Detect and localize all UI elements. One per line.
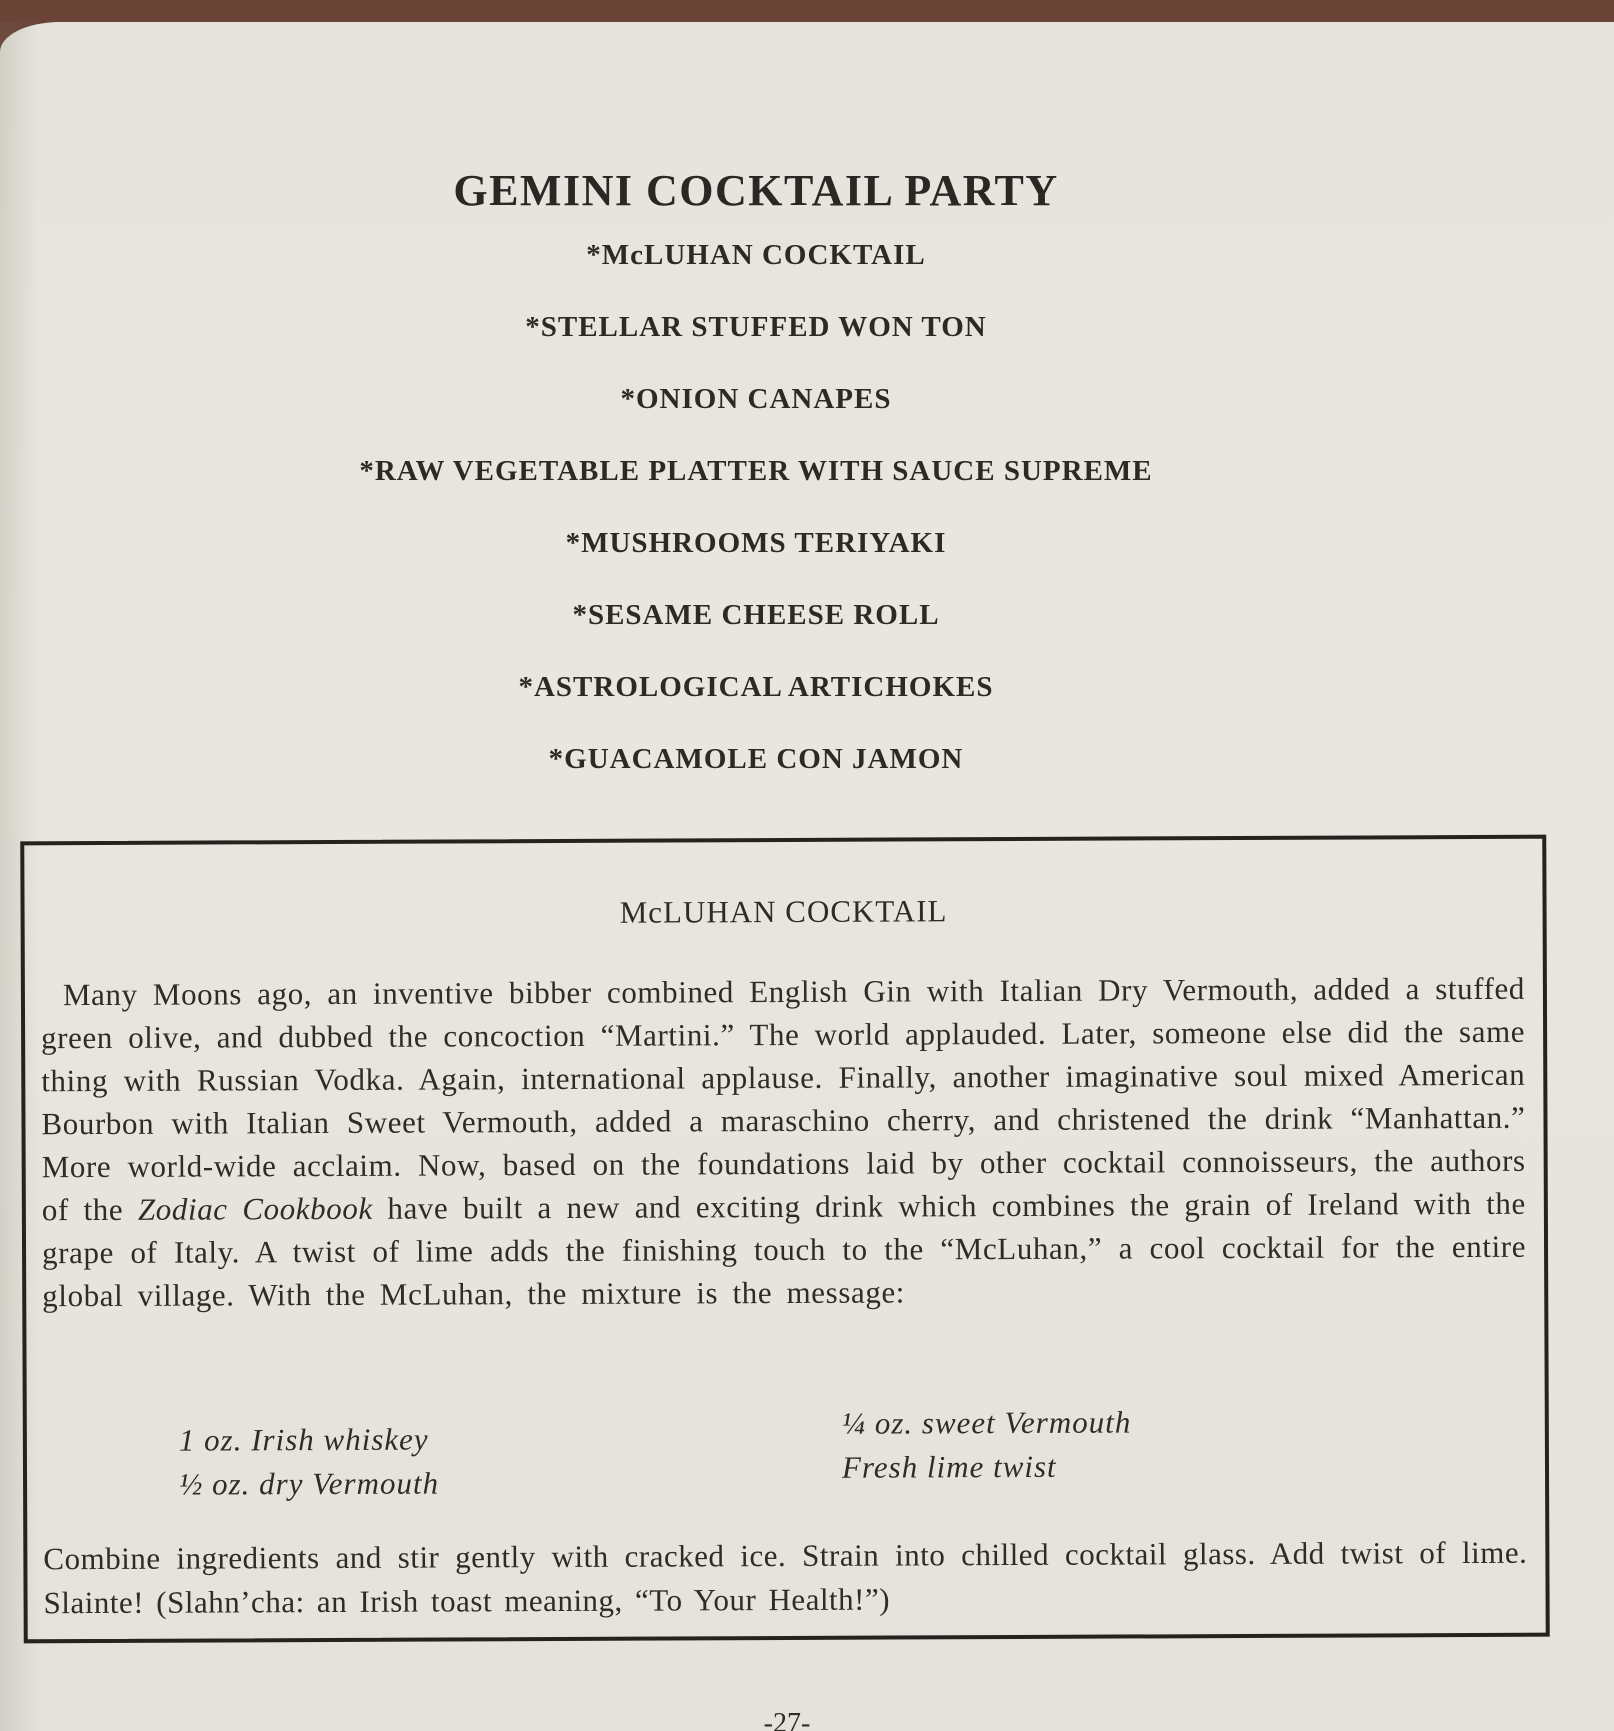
menu-list	[0, 236, 1512, 812]
menu-item: *ASTROLOGICAL ARTICHOKES	[518, 671, 994, 703]
menu-item: *STELLAR STUFFED WON TON	[525, 311, 987, 343]
menu-item: *GUACAMOLE CON JAMON	[548, 743, 964, 775]
recipe-box	[20, 835, 1549, 1644]
menu-item: *MUSHROOMS TERIYAKI	[565, 527, 947, 559]
book-page	[0, 22, 1614, 1731]
menu-item: *SESAME CHEESE ROLL	[572, 599, 940, 631]
ingredient: ¼ oz. sweet Vermouth	[841, 1404, 1132, 1441]
recipe-directions: Combine ingredients and stir gently with cracked ice. Strain into chilled cocktail glass. Add twist of lime. Slainte! (Slahn’cha: an Irish toast meaning, “To Your Health!”)	[43, 1534, 1528, 1621]
page-title: GEMINI COCKTAIL PARTY	[453, 166, 1059, 216]
recipe-intro-text: Many Moons ago, an inventive bibber combined English Gin with Italian Dry Vermouth, added a stuffed green olive, and dubbed the concoction “Martini.” The world applauded. Later, someone else did the same thing with Russian Vodka. Again, international applause. Finally, another imaginative soul mixed American Bourbon with Italian Sweet Vermouth, added a maraschino cherry, and christened the drink “Manhattan.” More world-wide acclaim. Now, based on the foundations laid by other cocktail connoisseurs, the authors of the	[41, 970, 1526, 1228]
menu-item: *ONION CANAPES	[620, 383, 892, 415]
ingredients-right-column	[842, 1400, 1132, 1489]
ingredient: ½ oz. dry Vermouth	[178, 1465, 440, 1502]
ingredients	[27, 1404, 1545, 1514]
ingredient: 1 oz. Irish whiskey	[178, 1421, 429, 1458]
ingredients-left-column	[179, 1418, 439, 1507]
recipe-title: McLUHAN COCKTAIL	[619, 893, 948, 930]
recipe-intro	[41, 967, 1526, 1317]
recipe-intro-text-continued: have built a new and exciting drink which combines the grain of Ireland with the grape of Italy. A twist of lime adds the finishing touch to the “McLuhan,” a cool cocktail for the entire global village. With the McLuhan, the mixture is the message:	[41, 1185, 1527, 1314]
page-number: -27-	[763, 1708, 811, 1731]
menu-item: *McLUHAN COCKTAIL	[586, 239, 926, 271]
book-title-italic: Zodiac Cookbook	[137, 1190, 373, 1227]
ingredient: Fresh lime twist	[841, 1448, 1057, 1485]
menu-item: *RAW VEGETABLE PLATTER WITH SAUCE SUPREME	[359, 455, 1153, 487]
